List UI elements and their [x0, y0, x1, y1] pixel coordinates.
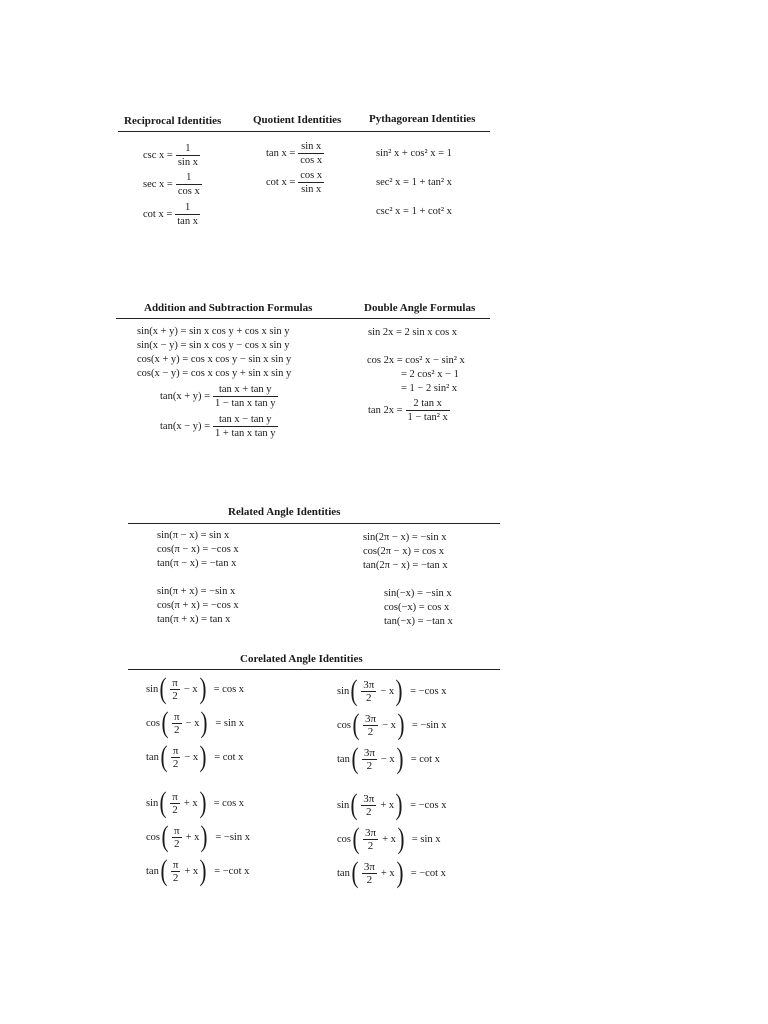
related-cos-neg: cos(−x) = cos x	[384, 602, 450, 613]
corelated-angle-header: Corelated Angle Identities	[240, 653, 363, 665]
pythagorean-2: sec² x = 1 + tan² x	[376, 177, 452, 188]
reciprocal-csc: csc x = $\frac{1}{\text{sin x}}$	[143, 143, 198, 168]
pythagorean-3: csc² x = 1 + cot² x	[376, 206, 452, 217]
addition-sin-minus: sin(x − y) = sin x cos y − cos x sin y	[137, 340, 290, 351]
corelated-sin-3half-pi-plus: sin ( $\frac{3\pi}{2}$ + x ) = −cos x	[337, 788, 447, 821]
related-tan-2pi-minus: tan(2π − x) = −tan x	[363, 560, 448, 571]
quotient-identities-header: Quotient Identities	[253, 114, 342, 126]
reciprocal-cot: cot x = $\frac{1}{\text{tan x}}$	[143, 202, 198, 227]
reciprocal-identities-header: Reciprocal Identities	[124, 115, 222, 127]
corelated-cos-half-pi-plus: cos ( $\frac{\pi}{2}$ + x ) = −sin x	[146, 820, 250, 853]
addition-cos-plus: cos(x + y) = cos x cos y − sin x sin y	[137, 354, 292, 365]
section-rule	[128, 523, 500, 524]
corelated-tan-half-pi-minus: tan ( $\frac{\pi}{2}$ − x ) = cot x	[146, 740, 244, 773]
pythagorean-1: sin² x + cos² x = 1	[376, 148, 452, 159]
pythagorean-identities-header: Pythagorean Identities	[369, 113, 476, 125]
double-sin: sin 2x = 2 sin x cos x	[368, 327, 458, 338]
related-tan-pi-plus: tan(π + x) = tan x	[157, 614, 231, 625]
addition-sin-plus: sin(x + y) = sin x cos y + cos x sin y	[137, 326, 290, 337]
related-angle-header: Related Angle Identities	[228, 506, 341, 518]
quotient-tan: tan x = $\frac{\text{sin x}}{\text{cos x}}$	[266, 141, 323, 166]
addition-tan-plus: tan(x + y) = $\frac{\text{tan x + tan y}}{\text{1 − tan x tan y}}$	[160, 384, 276, 409]
related-tan-neg: tan(−x) = −tan x	[384, 616, 453, 627]
corelated-sin-3half-pi-minus: sin ( $\frac{3\pi}{2}$ − x ) = −cos x	[337, 674, 447, 707]
section-rule	[128, 669, 500, 670]
related-tan-pi-minus: tan(π − x) = −tan x	[157, 558, 237, 569]
reciprocal-sec: sec x = $\frac{1}{\text{cos x}}$	[143, 172, 200, 197]
corelated-sin-half-pi-plus: sin ( $\frac{\pi}{2}$ + x ) = cos x	[146, 786, 245, 819]
related-sin-2pi-minus: sin(2π − x) = −sin x	[363, 532, 447, 543]
addition-cos-minus: cos(x − y) = cos x cos y + sin x sin y	[137, 368, 292, 379]
related-cos-pi-plus: cos(π + x) = −cos x	[157, 600, 239, 611]
related-sin-pi-plus: sin(π + x) = −sin x	[157, 586, 236, 597]
corelated-tan-3half-pi-plus: tan ( $\frac{3\pi}{2}$ + x ) = −cot x	[337, 856, 446, 889]
related-sin-pi-minus: sin(π − x) = sin x	[157, 530, 230, 541]
double-cos-3: = 1 − 2 sin² x	[401, 383, 458, 394]
addition-tan-minus: tan(x − y) = $\frac{\text{tan x − tan y}}{\text{1 + tan x tan y}}$	[160, 414, 276, 439]
corelated-tan-half-pi-plus: tan ( $\frac{\pi}{2}$ + x ) = −cot x	[146, 854, 250, 887]
corelated-sin-half-pi-minus: sin ( $\frac{\pi}{2}$ − x ) = cos x	[146, 672, 245, 705]
double-tan: tan 2x = $\frac{\text{2 tan x}}{\text{1 − tan² x}}$	[368, 398, 448, 423]
section-rule	[118, 131, 490, 132]
related-sin-neg: sin(−x) = −sin x	[384, 588, 452, 599]
double-angle-header: Double Angle Formulas	[364, 302, 476, 314]
double-cos-1: cos 2x = cos² x − sin² x	[367, 355, 465, 366]
corelated-cos-3half-pi-minus: cos ( $\frac{3\pi}{2}$ − x ) = −sin x	[337, 708, 447, 741]
related-cos-2pi-minus: cos(2π − x) = cos x	[363, 546, 445, 557]
addition-formulas-header: Addition and Subtraction Formulas	[144, 302, 313, 314]
corelated-cos-half-pi-minus: cos ( $\frac{\pi}{2}$ − x ) = sin x	[146, 706, 245, 739]
section-rule	[116, 318, 490, 319]
corelated-cos-3half-pi-plus: cos ( $\frac{3\pi}{2}$ + x ) = sin x	[337, 822, 441, 855]
related-cos-pi-minus: cos(π − x) = −cos x	[157, 544, 239, 555]
double-cos-2: = 2 cos² x − 1	[401, 369, 459, 380]
corelated-tan-3half-pi-minus: tan ( $\frac{3\pi}{2}$ − x ) = cot x	[337, 742, 440, 775]
quotient-cot: cot x = $\frac{\text{cos x}}{\text{sin x}}$	[266, 170, 323, 195]
